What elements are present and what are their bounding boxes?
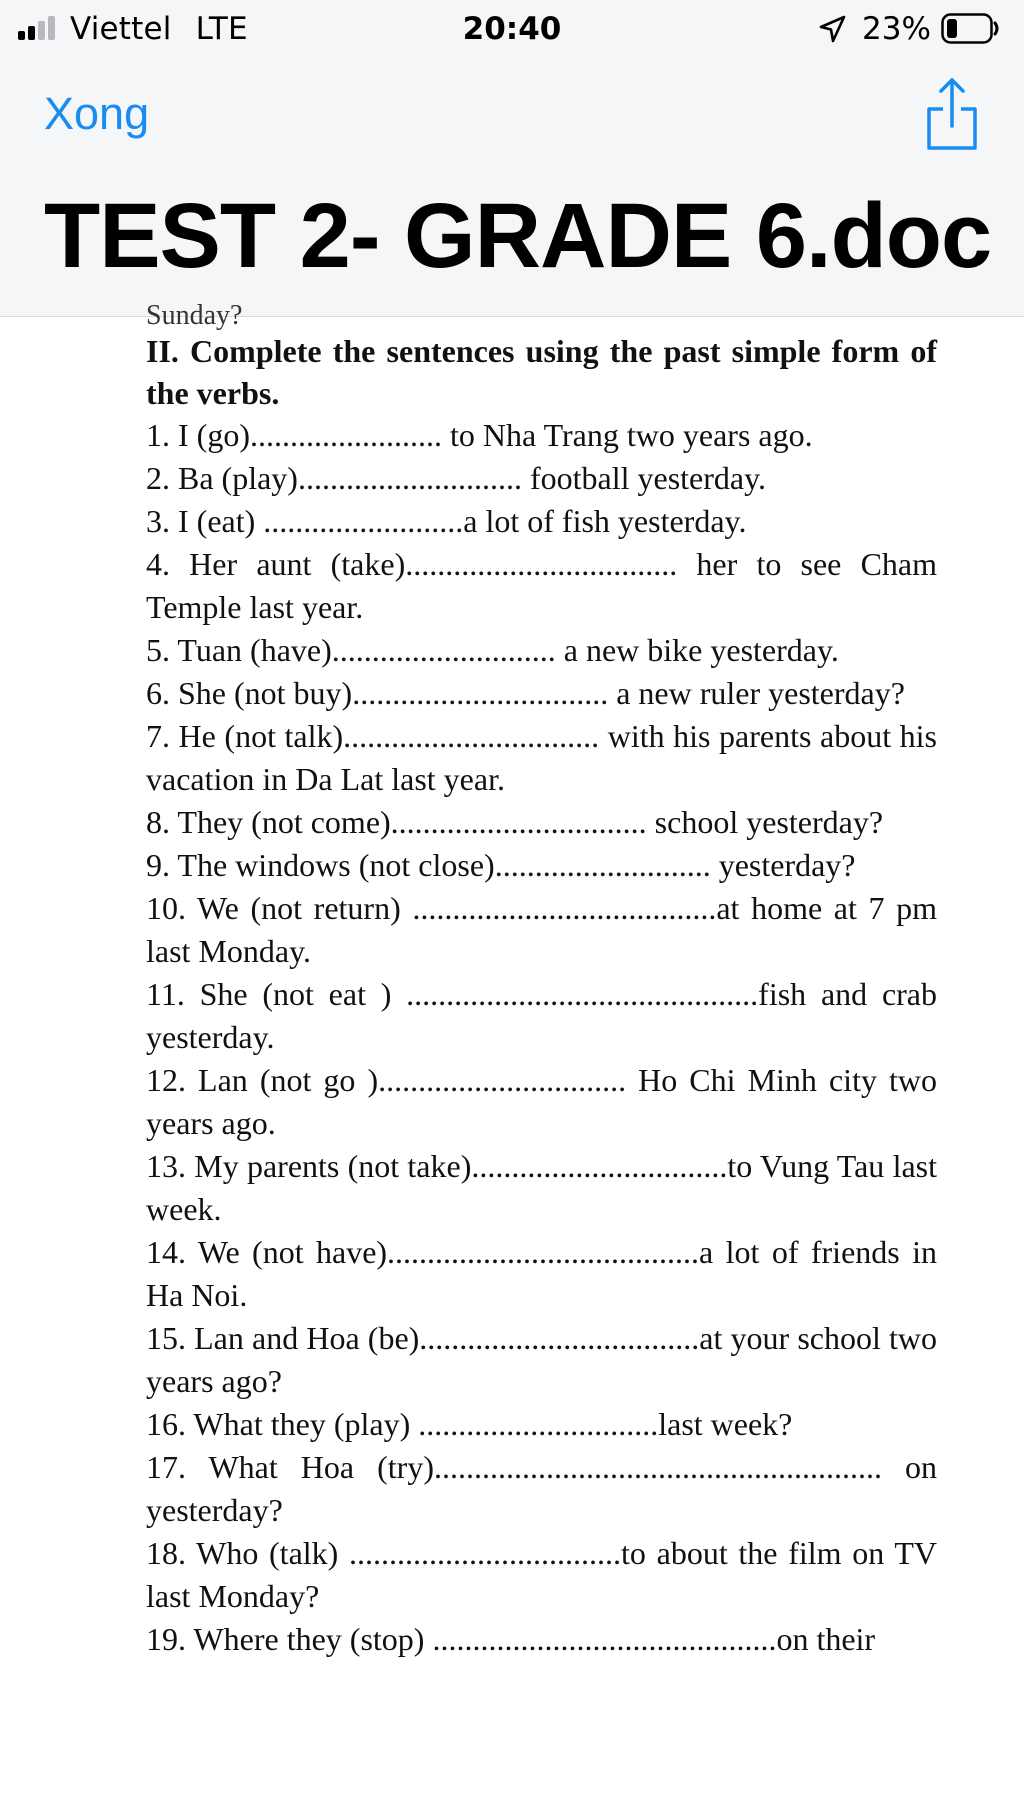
top-chrome [0,0,1024,317]
exercise-item: 8. They (not come)................................ school yesterday? [146,804,884,840]
status-time: 20:40 [462,11,562,47]
exercise-item: 1. I (go)........................ to Nha Trang two years ago. [146,417,813,453]
document-content[interactable] [146,300,937,1820]
exercise-item: 13. My parents (not take)................................to Vung Tau last week. [146,1148,937,1227]
exercise-item: 19. Where they (stop) ...........................................on their [146,1621,876,1657]
exercise-item: 9. The windows (not close)........................... yesterday? [146,847,856,883]
battery-percentage: 23% [862,11,931,47]
exercise-item: 3. I (eat) .........................a lot of fish yesterday. [146,503,747,539]
carrier-name: Viettel [70,11,172,47]
exercise-item: 17. What Hoa (try)........................................................ on yesterday? [146,1449,937,1528]
cut-off-text: Sunday? [146,300,243,331]
exercise-item: 6. She (not buy)................................ a new ruler yesterday? [146,675,905,711]
document-title: TEST 2- GRADE 6.doc [44,185,992,287]
done-button[interactable]: Xong [44,88,150,139]
exercise-item: 5. Tuan (have)............................ a new bike yesterday. [146,632,839,668]
status-bar [0,0,1024,58]
exercise-list [146,414,937,1661]
exercise-item: 18. Who (talk) ..................................to about the film on TV last Monday? [146,1535,937,1614]
section-heading: II. Complete the sentences using the past simple form of the verbs. [146,333,937,411]
exercise-item: 2. Ba (play)............................ football yesterday. [146,460,767,496]
exercise-item: 7. He (not talk)................................ with his parents about his vacation in Da Lat last year. [146,718,937,797]
share-icon[interactable] [924,76,980,152]
exercise-item: 10. We (not return) ......................................at home at 7 pm last Monday. [146,890,937,969]
exercise-item: 14. We (not have).......................................a lot of friends in Ha Noi. [146,1234,937,1313]
battery-icon [941,13,999,44]
exercise-item: 16. What they (play) ..............................last week? [146,1406,793,1442]
exercise-item: 12. Lan (not go )............................... Ho Chi Minh city two years ago. [146,1062,937,1141]
exercise-item: 15. Lan and Hoa (be)...................................at your school two years ago? [146,1320,937,1399]
network-type: LTE [195,11,248,47]
location-arrow-icon [818,14,846,44]
exercise-item: 11. She (not eat ) ............................................fish and crab yesterday. [146,976,937,1055]
exercise-item: 4. Her aunt (take).................................. her to see Cham Temple last year. [146,546,937,625]
